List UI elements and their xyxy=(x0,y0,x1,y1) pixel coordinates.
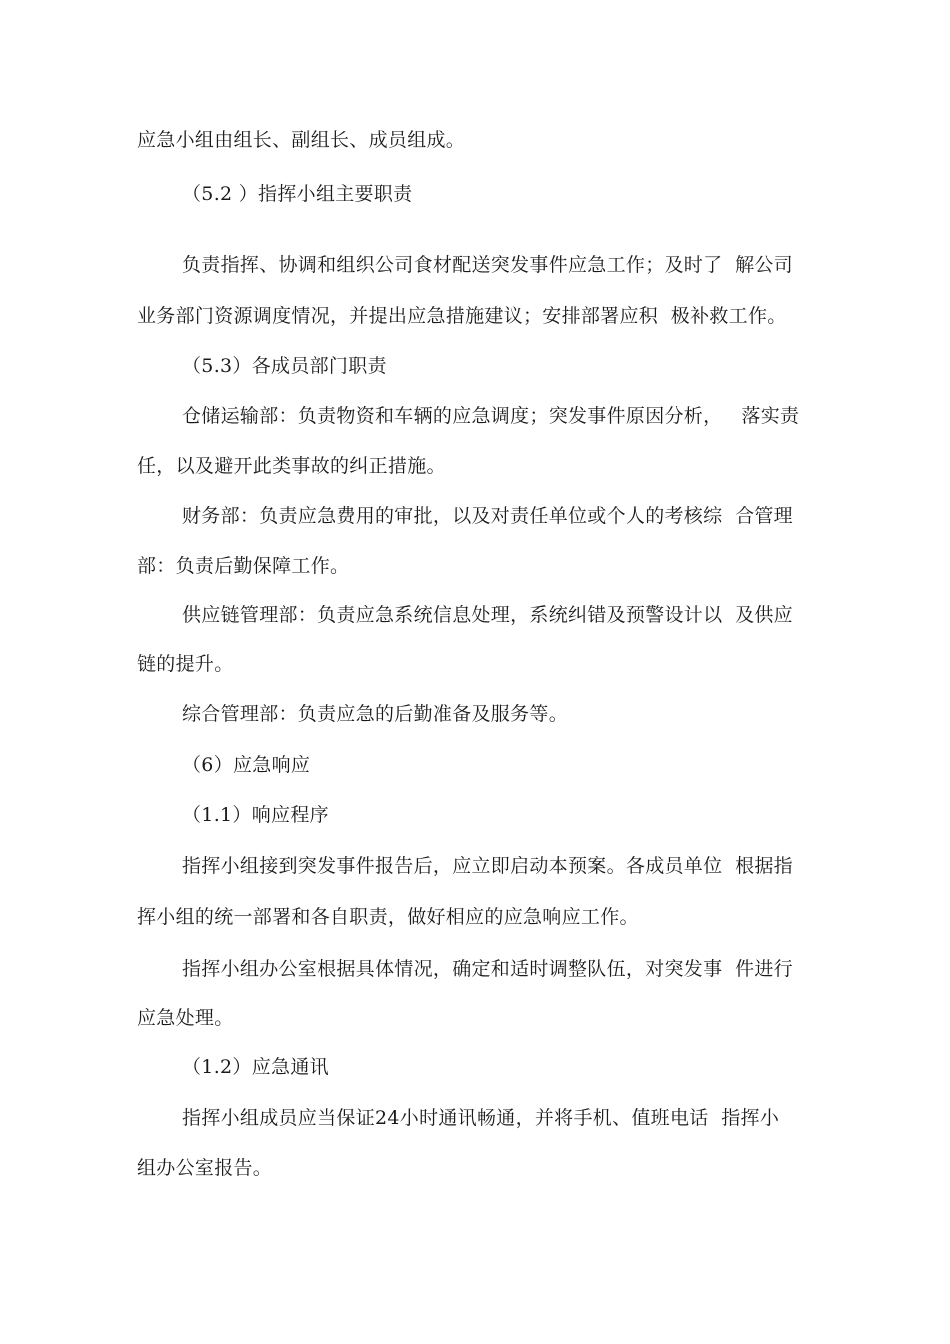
section-heading: （5.3）各成员部门职责 xyxy=(182,355,387,377)
paragraph-line: 链的提升。 xyxy=(137,653,234,675)
paragraph-line: 综合管理部：负责应急的后勤准备及服务等。 xyxy=(182,703,569,725)
paragraph-line: 供应链管理部：负责应急系统信息处理，系统纠错及预警设计以 及供应 xyxy=(182,604,793,626)
paragraph-line: 挥小组的统一部署和各自职责，做好相应的应急响应工作。 xyxy=(137,906,639,928)
paragraph-line: 应急小组由组长、副组长、成员组成。 xyxy=(137,129,466,151)
paragraph-line: 业务部门资源调度情况，并提出应急措施建议；安排部署应积 极补救工作。 xyxy=(137,305,787,327)
paragraph-line: 部：负责后勤保障工作。 xyxy=(137,555,350,577)
section-heading: （5.2 ）指挥小组主要职责 xyxy=(182,183,413,205)
paragraph-line: 指挥小组接到突发事件报告后，应立即启动本预案。各成员单位 根据指 xyxy=(182,855,793,877)
paragraph-line: 仓储运输部：负责物资和车辆的应急调度；突发事件原因分析， 落实责 xyxy=(182,405,800,427)
paragraph-line: 任，以及避开此类事故的纠正措施。 xyxy=(137,455,446,477)
paragraph-line: 组办公室报告。 xyxy=(137,1157,273,1179)
paragraph-line: 指挥小组成员应当保证24小时通讯畅通，并将手机、值班电话 指挥小 xyxy=(182,1107,780,1129)
section-heading: （1.2）应急通讯 xyxy=(182,1056,329,1078)
paragraph-line: 负责指挥、协调和组织公司食材配送突发事件应急工作；及时了 解公司 xyxy=(182,254,793,276)
section-heading: （1.1）响应程序 xyxy=(182,804,329,826)
paragraph-line: 应急处理。 xyxy=(137,1007,234,1029)
paragraph-line: 财务部：负责应急费用的审批，以及对责任单位或个人的考核综 合管理 xyxy=(182,505,793,527)
paragraph-line: 指挥小组办公室根据具体情况，确定和适时调整队伍，对突发事 件进行 xyxy=(182,958,793,980)
section-heading: （6）应急响应 xyxy=(182,754,311,776)
